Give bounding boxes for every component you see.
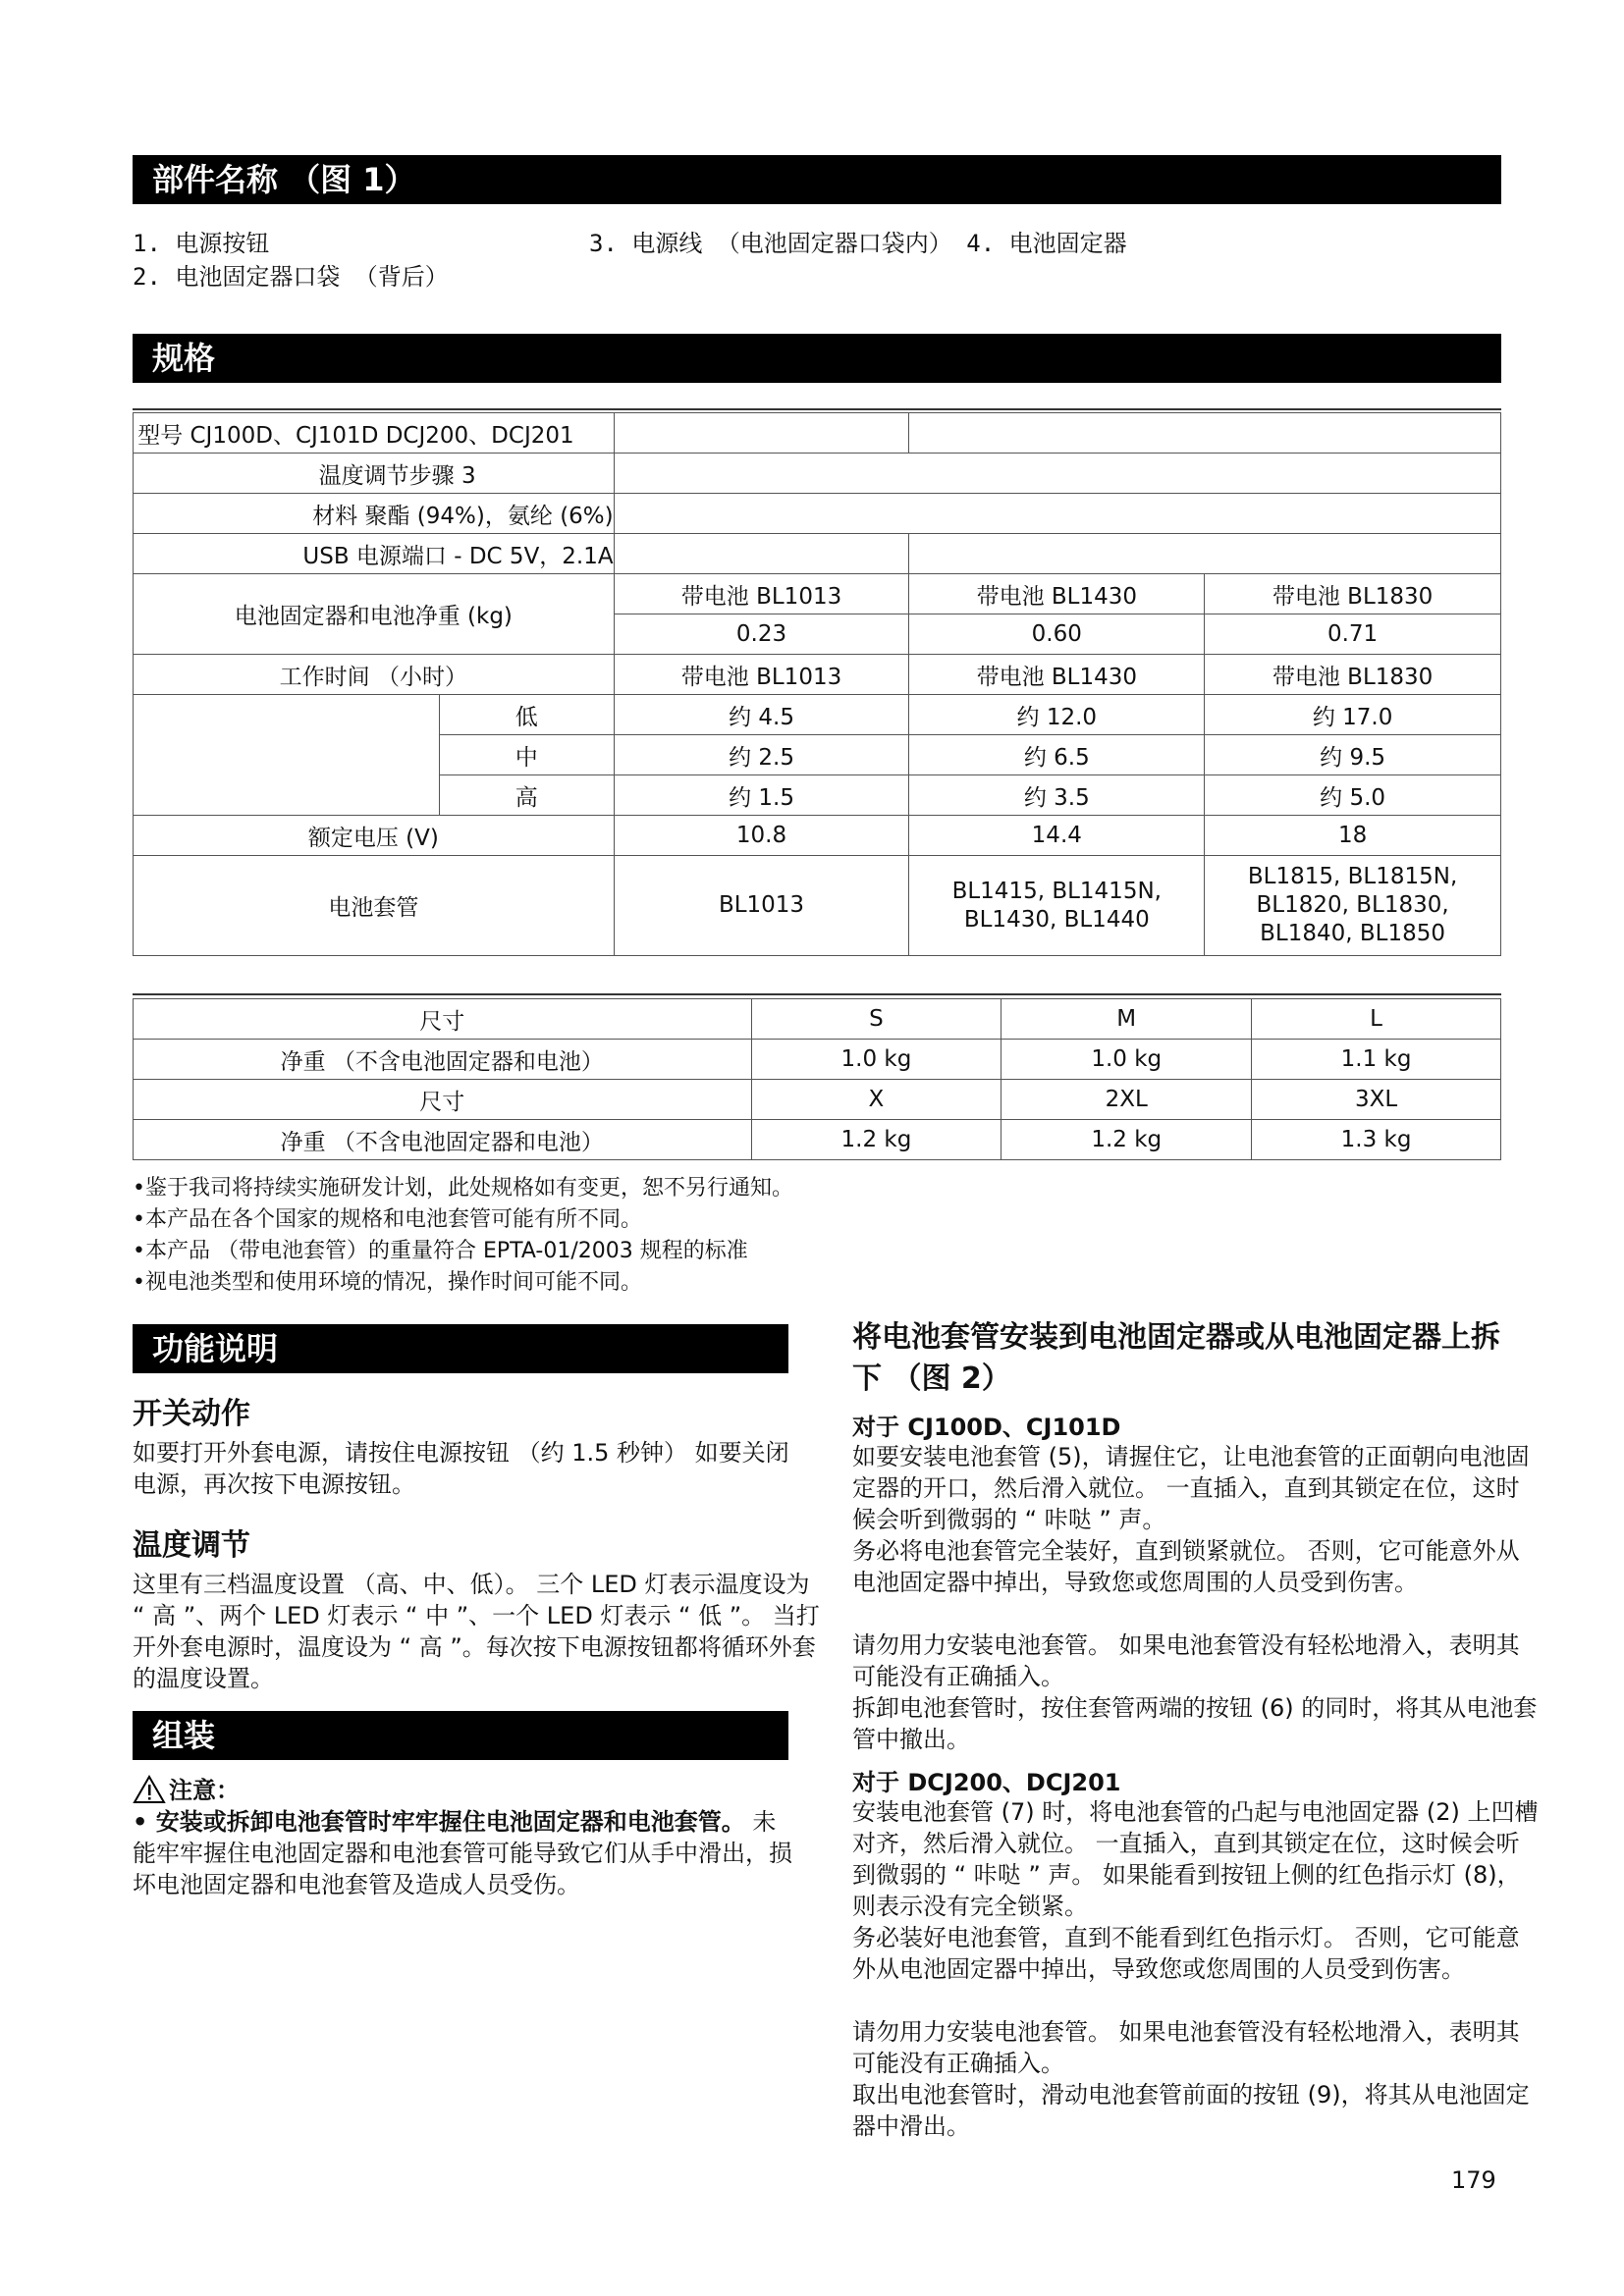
note: •本产品在各个国家的规格和电池套管可能有所不同。 bbox=[133, 1207, 642, 1232]
size-3xl: 3XL bbox=[1252, 1080, 1501, 1120]
parts-item-2: 2. 电池固定器口袋 （背后） bbox=[133, 263, 449, 291]
weight-l: 1.1 kg bbox=[1252, 1040, 1501, 1080]
sleeve-label: 电池套管 bbox=[134, 856, 615, 956]
mid-label: 中 bbox=[439, 735, 614, 775]
weight-s: 1.0 kg bbox=[751, 1040, 1001, 1080]
divider bbox=[133, 993, 1501, 995]
install-p6: 务必装好电池套管，直到不能看到红色指示灯。 否则，它可能意外从电池固定器中掉出，导致您或您周围的人员受到伤害。 bbox=[852, 1924, 1520, 1983]
specs-table bbox=[133, 412, 1501, 956]
blank-cell bbox=[909, 534, 1501, 574]
voltage-label: 额定电压 (V) bbox=[134, 816, 615, 856]
voltage-2: 14.4 bbox=[909, 816, 1205, 856]
high-3: 约 5.0 bbox=[1205, 775, 1501, 816]
voltage-3: 18 bbox=[1205, 816, 1501, 856]
battery-3: 带电池 BL1830 bbox=[1205, 574, 1501, 614]
blank-cell bbox=[614, 454, 1500, 494]
battery-3: 带电池 BL1830 bbox=[1205, 655, 1501, 695]
caution-bold: • 安装或拆卸电池套管时牢牢握住电池固定器和电池套管。 bbox=[133, 1808, 745, 1836]
blank-cell bbox=[614, 534, 909, 574]
function-heading: 功能说明 bbox=[133, 1324, 788, 1373]
note: •鉴于我司将持续实施研发计划，此处规格如有变更，恕不另行通知。 bbox=[133, 1176, 793, 1201]
size-table bbox=[133, 998, 1501, 1160]
size-label: 尺寸 bbox=[134, 1080, 752, 1120]
install-p4: 拆卸电池套管时，按住套管两端的按钮 (6) 的同时，将其从电池套管中撤出。 bbox=[852, 1694, 1538, 1753]
parts-heading: 部件名称 （图 1） bbox=[133, 155, 1501, 204]
blank-cell bbox=[909, 413, 1501, 454]
temp-title: 温度调节 bbox=[133, 1528, 250, 1563]
battery-2: 带电池 BL1430 bbox=[909, 574, 1205, 614]
install-p2: 务必将电池套管完全装好，直到锁紧就位。 否则，它可能意外从电池固定器中掉出，导致您或您周围的人员受到伤害。 bbox=[852, 1537, 1520, 1596]
high-label: 高 bbox=[439, 775, 614, 816]
assembly-heading: 组装 bbox=[133, 1711, 788, 1760]
weight-m: 1.0 kg bbox=[1001, 1040, 1252, 1080]
install-title: 将电池套管安装到电池固定器或从电池固定器上拆下 （图 2） bbox=[852, 1320, 1500, 1396]
install-p5: 安装电池套管 (7) 时，将电池套管的凸起与电池固定器 (2) 上凹槽对齐，然后滑入就位。 一直插入，直到其锁定在位，这时候会听到微弱的 “ 咔哒 ” 声。 如果能看到按钮上侧的红色指示灯 (8)，则表示没有完全锁紧。 bbox=[852, 1798, 1539, 1920]
usb-cell: USB 电源端口 - DC 5V，2.1A bbox=[134, 534, 615, 574]
size-x: X bbox=[751, 1080, 1001, 1120]
low-3: 约 17.0 bbox=[1205, 695, 1501, 735]
mid-2: 约 6.5 bbox=[909, 735, 1205, 775]
material-cell: 材料 聚酯 (94%)，氨纶 (6%) bbox=[134, 494, 615, 534]
mid-1: 约 2.5 bbox=[614, 735, 909, 775]
weight-3: 0.71 bbox=[1205, 614, 1501, 655]
size-l: L bbox=[1252, 999, 1501, 1040]
caution-label: 注意： bbox=[169, 1777, 240, 1804]
battery-1: 带电池 BL1013 bbox=[614, 574, 909, 614]
page-number: 179 bbox=[1451, 2166, 1496, 2194]
voltage-1: 10.8 bbox=[614, 816, 909, 856]
install-p7: 请勿用力安装电池套管。 如果电池套管没有轻松地滑入，表明其可能没有正确插入。 bbox=[852, 2018, 1520, 2077]
divider bbox=[133, 408, 1501, 410]
battery-1: 带电池 BL1013 bbox=[614, 655, 909, 695]
low-label: 低 bbox=[439, 695, 614, 735]
caution-body: 未能牢牢握住电池固定器和电池套管可能导致它们从手中滑出，损坏电池固定器和电池套管及造成人员受伤。 bbox=[133, 1808, 792, 1898]
temp-text: 这里有三档温度设置 （高、中、低）。 三个 LED 灯表示温度设为 “ 高 ”、两个 LED 灯表示 “ 中 ”、一个 LED 灯表示 “ 低 ”。 当打开外套电源时，温度设为 “ 高 ”。每次按下电源按钮都将循环外套的温度设置。 bbox=[133, 1571, 820, 1692]
low-1: 约 4.5 bbox=[614, 695, 909, 735]
weight-2: 0.60 bbox=[909, 614, 1205, 655]
low-2: 约 12.0 bbox=[909, 695, 1205, 735]
blank-cell bbox=[614, 494, 1500, 534]
install-p8: 取出电池套管时，滑动电池套管前面的按钮 (9)，将其从电池固定器中滑出。 bbox=[852, 2081, 1530, 2140]
battery-2: 带电池 BL1430 bbox=[909, 655, 1205, 695]
switch-text: 如要打开外套电源，请按住电源按钮 （约 1.5 秒钟） 如要关闭电源，再次按下电源按钮。 bbox=[133, 1439, 789, 1498]
sleeve-1: BL1013 bbox=[614, 856, 909, 956]
temp-step-cell: 温度调节步骤 3 bbox=[134, 454, 615, 494]
sleeve-3: BL1815, BL1815N, BL1820, BL1830, BL1840, BL1850 bbox=[1205, 856, 1501, 956]
size-s: S bbox=[751, 999, 1001, 1040]
note: •本产品 （带电池套管）的重量符合 EPTA-01/2003 规程的标准 bbox=[133, 1239, 748, 1263]
size-m: M bbox=[1001, 999, 1252, 1040]
install-sub2: 对于 DCJ200、DCJ201 bbox=[852, 1769, 1121, 1796]
blank-cell bbox=[614, 413, 909, 454]
size-label: 尺寸 bbox=[134, 999, 752, 1040]
install-p1: 如要安装电池套管 (5)，请握住它，让电池套管的正面朝向电池固定器的开口，然后滑入就位。 一直插入，直到其锁定在位，这时候会听到微弱的 “ 咔哒 ” 声。 bbox=[852, 1443, 1530, 1533]
net-weight-label: 净重 （不含电池固定器和电池） bbox=[134, 1120, 752, 1160]
blank-cell bbox=[134, 695, 440, 816]
install-p3: 请勿用力安装电池套管。 如果电池套管没有轻松地滑入，表明其可能没有正确插入。 bbox=[852, 1631, 1520, 1690]
specs-heading: 规格 bbox=[133, 334, 1501, 383]
weight-2xl: 1.2 kg bbox=[1001, 1120, 1252, 1160]
model-cell: 型号 CJ100D、CJ101D DCJ200、DCJ201 bbox=[134, 413, 615, 454]
net-weight-label: 净重 （不含电池固定器和电池） bbox=[134, 1040, 752, 1080]
switch-title: 开关动作 bbox=[133, 1397, 250, 1431]
high-1: 约 1.5 bbox=[614, 775, 909, 816]
parts-item-3: 3. 电源线 （电池固定器口袋内） 4. 电池固定器 bbox=[589, 230, 1127, 257]
mid-3: 约 9.5 bbox=[1205, 735, 1501, 775]
weight-1: 0.23 bbox=[614, 614, 909, 655]
note: •视电池类型和使用环境的情况，操作时间可能不同。 bbox=[133, 1270, 642, 1295]
warning-icon bbox=[133, 1775, 166, 1808]
worktime-label: 工作时间 （小时） bbox=[134, 655, 615, 695]
install-sub1: 对于 CJ100D、CJ101D bbox=[852, 1414, 1121, 1441]
size-2xl: 2XL bbox=[1001, 1080, 1252, 1120]
sleeve-2: BL1415, BL1415N, BL1430, BL1440 bbox=[909, 856, 1205, 956]
high-2: 约 3.5 bbox=[909, 775, 1205, 816]
weight-label: 电池固定器和电池净重 (kg) bbox=[134, 574, 615, 655]
parts-item-1: 1. 电源按钮 bbox=[133, 230, 270, 257]
weight-x: 1.2 kg bbox=[751, 1120, 1001, 1160]
notes-list bbox=[133, 1173, 793, 1299]
caution-text bbox=[133, 1806, 795, 1900]
weight-3xl: 1.3 kg bbox=[1252, 1120, 1501, 1160]
